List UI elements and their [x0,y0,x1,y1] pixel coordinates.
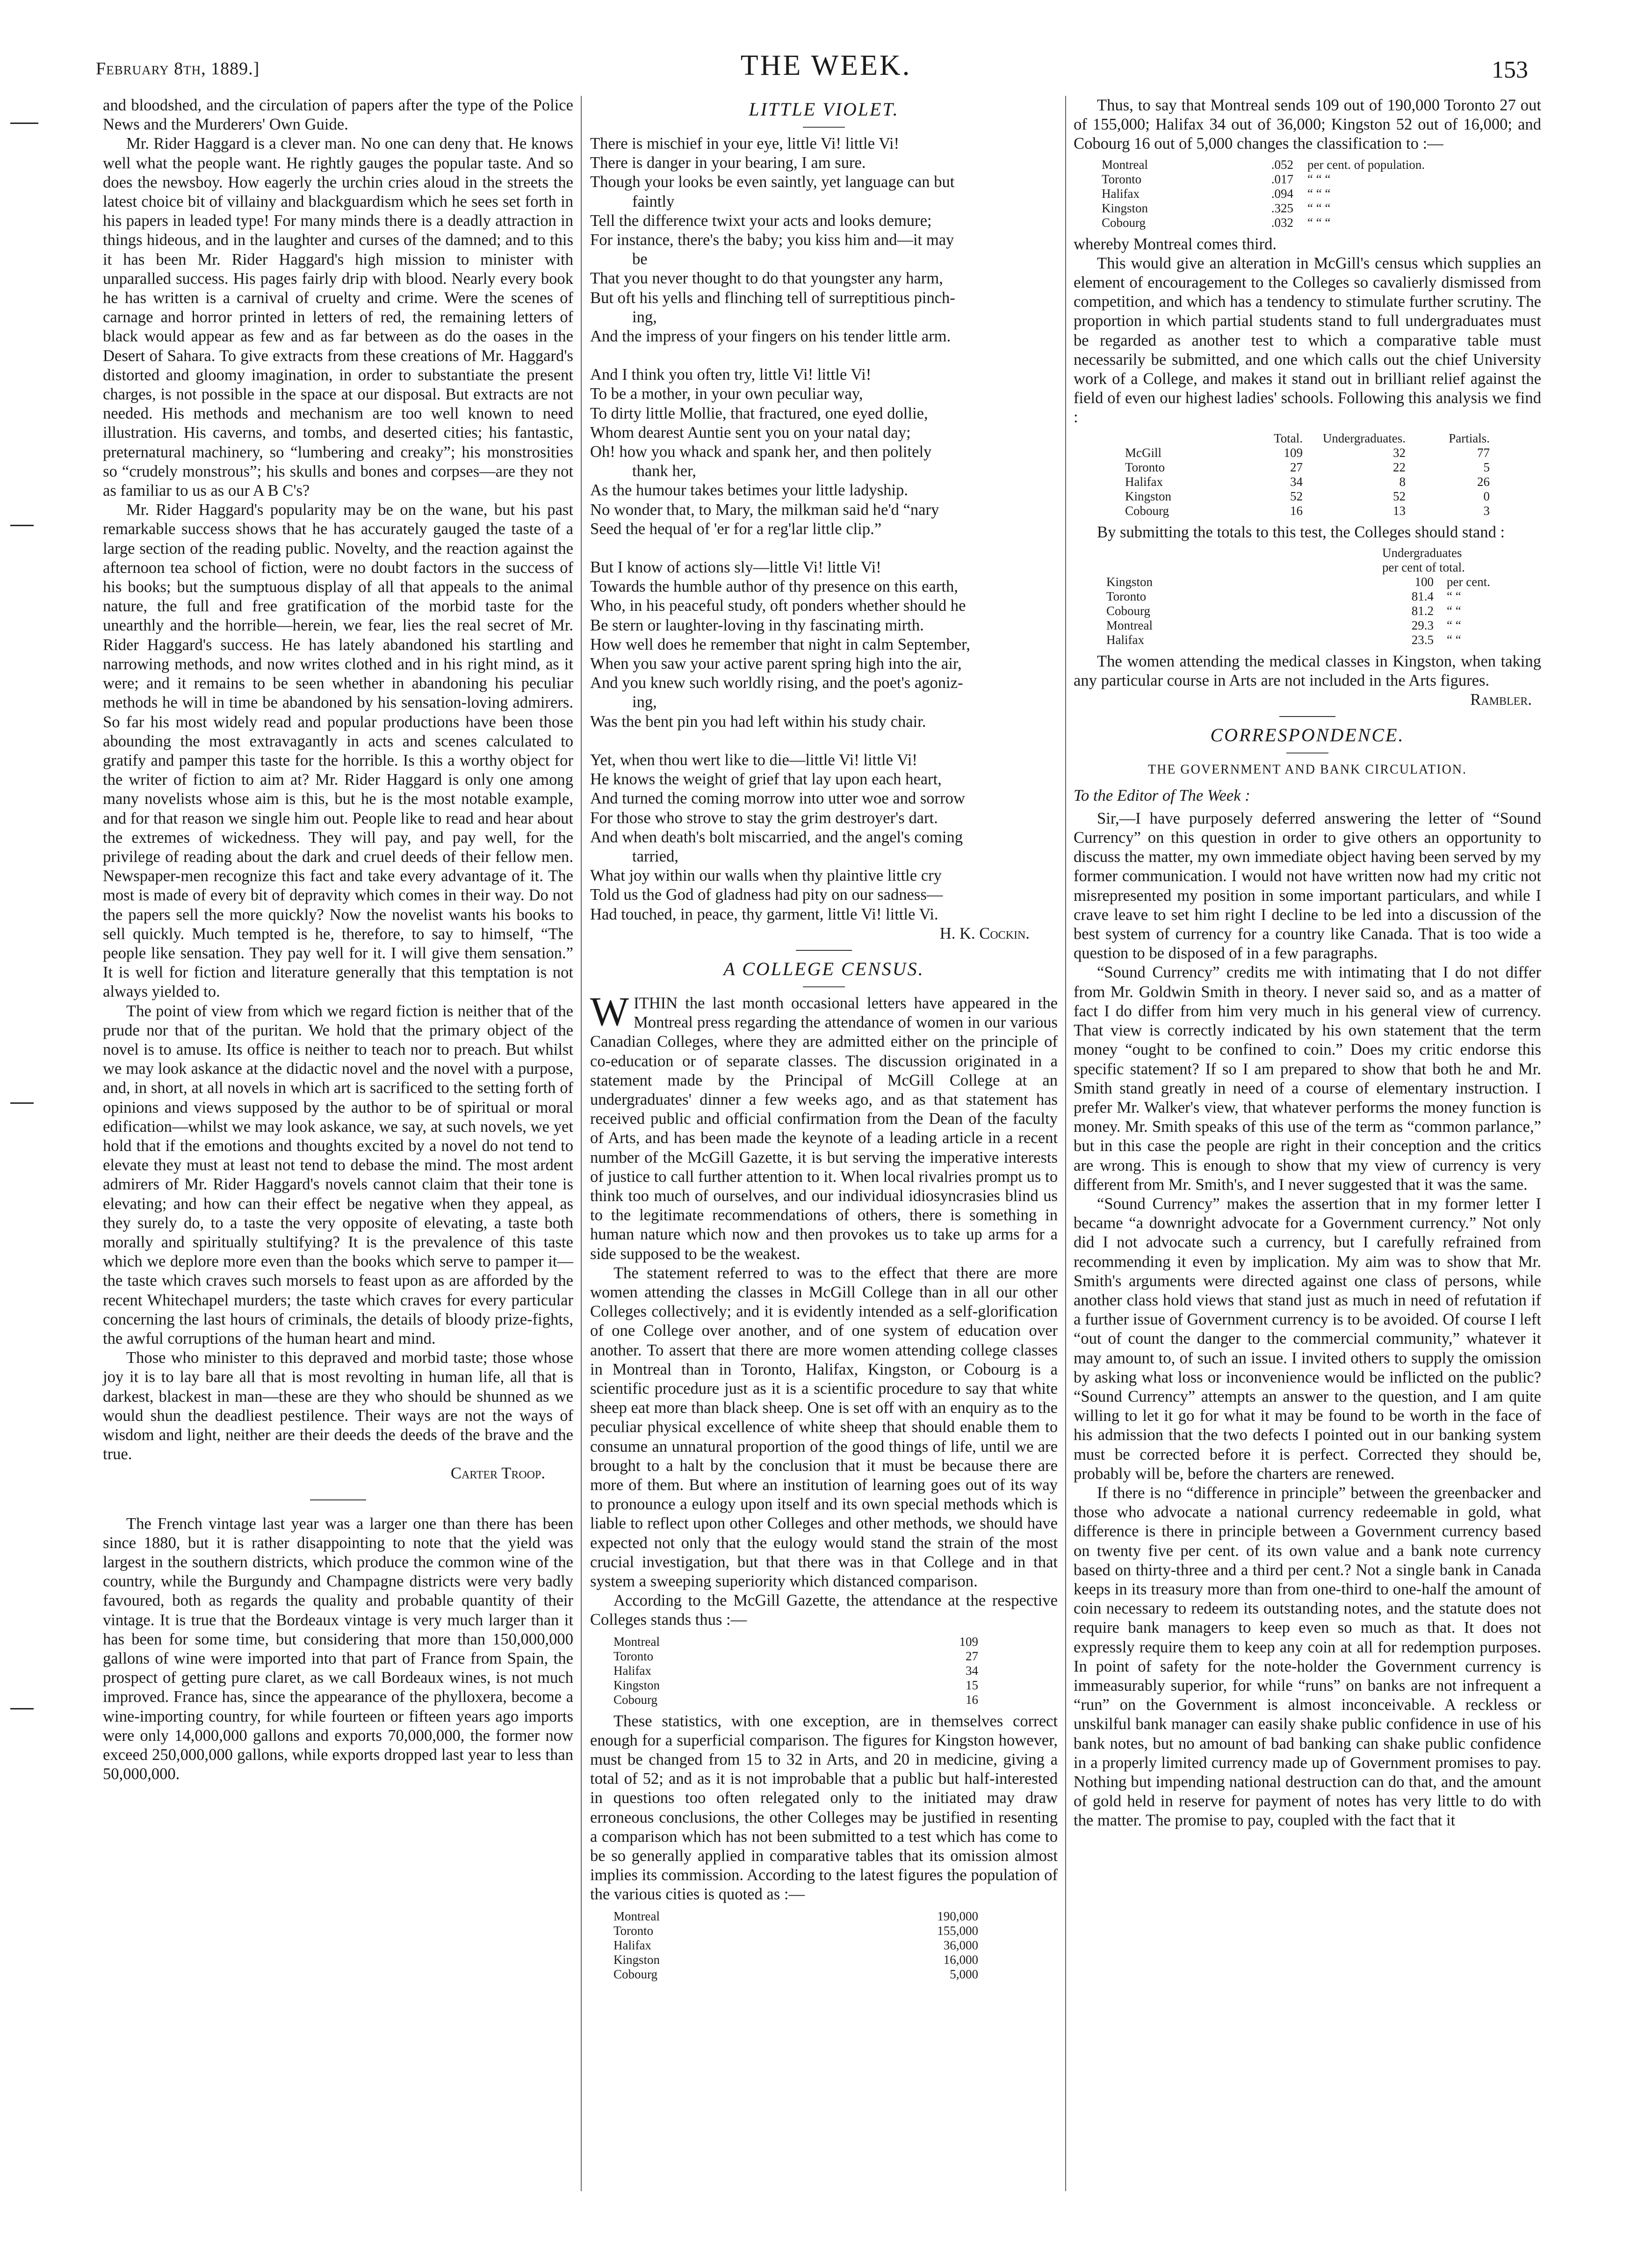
table-cell-value: 100 [1414,574,1434,589]
table-row [613,1635,1058,1649]
author-signature: Rambler. [1470,691,1532,709]
paragraph: If there is no “difference in principle” between the greenbacker and those who advocate a national currency redeemable in gold, what difference is there in principle between a Government currency based on twenty five per cent. of its own value and a bank note currency based on thirty-three and a third per cent.? Not a single bank in Canada keeps in its treasury more than from one-third to one-half the amount of coin necessary to redeem its outstanding notes, and the statute does not require bank managers to keep even so much as that. It does not expressly require them to keep any coin at all for redemption purposes. In point of safety for the note-holder the Government currency is immeasurably superior, for while “runs” on banks are not infrequent a “run” on the Government is almost inconceivable. A reckless or unskilful bank manager can easily shake public confidence in use of his bank notes, but no amount of bad banking can shake public confidence in a properly limited currency made up of Government promises to pay. Nothing but impending national destruction can do that, and the amount of gold held in reserve for payment of notes has very little to do with the matter. The promise to pay, coupled with the fact that it [1074,1484,1541,1830]
paragraph: Mr. Rider Haggard's popularity may be on the wane, but his past remarkable success shows that he has accurately gauged the taste of a large section of the reading public. Novelty, and the reaction against the afternoon tea school of fiction, were no doubt factors in the success of his books; but the sumptuous display of all that appeals to the animal nature, the full and free gratification of the morbid taste for the unearthly and the horrible—herein, we fear, lies the real secret of Mr. Rider Haggard's success. He has lately abandoned his startling and narrowing methods, and now writes clothed and in his right mind, as it were; and it remains to be seen whether in abandoning his peculiar methods he will in time be abandoned by his sensation-loving admirers. So far his most widely read and popular productions have been those abounding the most extravagantly in acts and scenes calculated to gratify and pamper this taste for the horrible. Is this a worthy object for the writer of fiction to aim at? Mr. Rider Haggard is only one among many novelists whose aim is this, but he is the most notable example, and for that reason we single him out. People like to read and hear about the extremes of wickedness. They will pay, and pay well, for the privilege of reading about the dark and cruel deeds of their fellow men. Newspaper-men recognize this fact and take every advantage of it. The most is made of every bit of depravity which comes in their way. Do not the papers sell the more quickly? Now the novelist wants his books to sell quickly. Much tempted is he, therefore, to say to himself, “The people like sensation. They pay well for it. I will give them sensation.” It is well for fiction and literature generally that this temptation is not always yielded to. [103,501,573,1001]
margin-mark [10,1708,34,1709]
table-header: Partials. [1449,431,1490,445]
author-signature: Carter Troop. [450,1464,545,1483]
poem-line: Who, in his peaceful study, oft ponders whether should he [590,597,966,615]
paragraph [590,989,1058,1264]
table-cell-name: Cobourg [1125,503,1169,518]
paragraph: and bloodshed, and the circulation of papers after the type of the Police News and the Murderers' Own Guide. [103,96,573,134]
paragraph: Thus, to say that Montreal sends 109 out of 190,000 Toronto 27 out of 155,000; Halifax 34 out of 36,000; Kingston 52 out of 16,000; and Cobourg 16 out of 5,000 changes the classification to :— [1074,96,1541,153]
table-cell-name: Halifax [1106,632,1144,647]
table-header: Undergraduates [1382,545,1462,560]
table-cell-unit: “ “ [1447,632,1461,647]
table-cell-value: 52 [1393,489,1406,503]
poem-line: There is danger in your bearing, I am sure. [590,154,866,172]
poem-line: As the humour takes betimes your little ladyship. [590,481,908,500]
paragraph: These statistics, with one exception, are in themselves correct enough for a superficial comparison. The figures for Kingston however, must be changed from 15 to 32 in Arts, and 20 in medicine, giving a total of 52; and as it is not improbable that a public but half-interested in questions too often relegated only to the initiated may draw erroneous conclusions, the other Colleges may be justified in resenting a comparison which has not been submitted to a test which has come to be so generally applied in comparative tables that its omission almost implies its commission. According to the latest figures the population of the various cities is quoted as :— [590,1712,1058,1904]
table-cell-value: 81.4 [1411,589,1434,603]
poem-line: There is mischief in your eye, little Vi! little Vi! [590,135,900,152]
paragraph: By submitting the totals to this test, the Colleges should stand : [1097,523,1505,541]
paragraph: Sir,—I have purposely deferred answering the letter of “Sound Currency” on this question in order to give others an opportunity to discuss the matter, my own immediate object having been served by my former communication. I would not have written now had my critic not misrepresented my position in some important particulars, and while I crave leave to set him right I decline to be led into a discussion of the best system of currency for a country like Canada. That is too wide a question to be disposed of in a few paragraphs. [1074,809,1541,963]
table-row [1102,187,1541,201]
poem-line: And I think you often try, little Vi! little Vi! [590,366,872,384]
table-header: Total. [1274,431,1303,445]
poem [590,134,1058,943]
paragraph: Those who minister to this depraved and morbid taste; those whose joy it is to lay bare all that is most revolting in human life, all that is darkest, blackest in man—these are they who should be shunned as we would shun the deadliest pestilence. Their ways are not the ways of wisdom and light, neither are their deeds the deeds of the brave and the true. [103,1349,573,1463]
table-row [1125,489,1541,504]
margin-mark [10,525,34,526]
table-row [613,1938,1058,1953]
page-number: 153 [1492,57,1528,83]
table-cell-unit: per cent. of population. [1307,157,1425,172]
table-cell-name: Kingston [613,1678,660,1692]
table-cell-value: 22 [1393,460,1406,474]
table-cell-value: .094 [1271,186,1293,201]
publication-title: THE WEEK. [740,50,912,81]
poem-line: To be a mother, in your own peculiar way, [590,385,863,403]
poem-line: Told us the God of gladness had pity on our sadness— [590,886,943,904]
table-cell-name: Halifax [1102,186,1140,201]
table-cell-name: Toronto [1125,460,1165,474]
table-cell-name: Toronto [1102,172,1142,186]
letter-subtitle: THE GOVERNMENT AND BANK CIRCULATION. [1147,762,1467,777]
table-cell-value: 32 [1393,445,1406,460]
page-header [0,44,1652,91]
table-cell-value: 23.5 [1411,632,1434,647]
margin-mark [10,1102,34,1104]
table-cell-unit: per cent. [1447,574,1490,589]
poem-line: That you never thought to do that youngster any harm, [590,269,943,288]
poem-line: But oft his yells and flinching tell of surreptitious pinch- [590,289,955,307]
table-cell-value: 155,000 [937,1923,978,1938]
poem-line: Whom dearest Auntie sent you on your natal day; [590,423,911,442]
table-cell-value: 5 [1483,460,1490,474]
poem-line: For those who strove to stay the grim destroyer's dart. [590,809,938,827]
table-cell-value: 109 [959,1634,978,1649]
column-right [1074,96,1541,1831]
table-cell-value: 190,000 [937,1909,978,1923]
poem-line: Oh! how you whack and spank her, and then politely [590,443,932,461]
table-cell-name: Montreal [613,1634,660,1649]
paragraph: “Sound Currency” makes the assertion that in my former letter I became “a downright advocate for a Government currency.” Not only did I not advocate such a currency, but I carefully refrained from recommending it even by implication. My aim was to show that Mr. Smith's arguments were directed against one class of persons, while another class hold views that stand just as much in need of refutation if a further issue of Government currency is to be avoided. Of course I left “out of count the danger to the commercial community,” whatever it may amount to, of such an issue. I invited others to supply the omission by asking what loss or inconvenience would be inflicted on the public? “Sound Currency” attempts an answer to the question, and I am quite willing to let it go for what it may be found to be worth in the face of his admission that the two defects I pointed out in our banking system must be corrected before it is perfect. Corrected they should be, probably will be, before the charters are renewed. [1074,1195,1541,1483]
poem-line: And the impress of your fingers on his tender little arm. [590,327,951,346]
paragraph: According to the McGill Gazette, the attendance at the respective Colleges stands thus :— [590,1592,1058,1629]
table-cell-unit: “ “ “ [1307,215,1331,230]
section-divider [1279,716,1335,717]
poem-line: Tell the difference twixt your acts and looks demure; [590,211,932,230]
table-header: Undergraduates. [1322,431,1406,445]
table-cell-name: Montreal [1102,157,1148,172]
poem-line: For instance, there's the baby; you kiss him and—it may [590,231,954,249]
table-cell-value: 34 [966,1663,978,1678]
table-header: per cent of total. [1382,560,1465,574]
poem-line: Had touched, in peace, thy garment, little Vi! little Vi. [590,905,938,923]
partials-table [1125,431,1541,518]
table-row [613,1664,1058,1678]
table-cell-value: 26 [1477,474,1490,489]
table-cell-value: 13 [1393,503,1406,518]
poem-stanza [590,365,1058,539]
table-cell-value: 16,000 [943,1952,978,1967]
table-cell-name: Halifax [613,1663,651,1678]
poem-line: He knows the weight of grief that lay upon each heart, [590,770,942,789]
table-header-blank [1106,560,1382,575]
paragraph: “Sound Currency” credits me with intimating that I do not differ from Mr. Goldwin Smith in theory. I never said so, and as a matter of fact I do differ from him very much in his general view of currency. That view is correctly indicated by his own statement that the term money “ought to be confined to coin.” Does my critic endorse this specific statement? If so I am prepared to show that both he and Mr. Smith stand greatly in need of a course of elementary instruction. I prefer Mr. Walker's view, that whatever performs the money function is money. Mr. Smith speaks of this use of the term as “common parlance,” but in this case the people are right in their conception and the critics are wrong. This is enough to show that my view of currency is very different from Mr. Smith's, and I never suggested that it was the same. [1074,963,1541,1194]
table-cell-value: 109 [1284,445,1303,460]
poem-line: How well does he remember that night in calm September, [590,635,970,653]
section-title: CORRESPONDENCE. [1210,724,1405,746]
table-cell-name: Toronto [613,1923,654,1938]
poem-line: ing, [632,693,657,711]
table-cell-value: 8 [1399,474,1406,489]
title-rule [803,986,845,987]
table-row [613,1967,1058,1982]
table-cell-name: Cobourg [613,1967,658,1981]
article-title: A COLLEGE CENSUS. [723,958,924,979]
table-row [1106,633,1541,647]
table-cell-name: Cobourg [613,1692,658,1707]
table-row [1102,216,1541,230]
table-cell-name: Toronto [613,1649,654,1663]
table-cell-name: Halifax [1125,474,1163,489]
poem-line: And when death's bolt miscarried, and the angel's coming [590,828,963,846]
population-percent-table [1102,158,1541,230]
poem-line: Was the bent pin you had left within his study chair. [590,712,926,731]
table-header-row [1125,431,1541,446]
table-cell-value: 3 [1483,503,1490,518]
paragraph: Mr. Rider Haggard is a clever man. No one can deny that. He knows well what the people want. He rightly gauges the popular taste. And so does the newsboy. How eagerly the urchin cries aloud in the streets the latest choice bit of villainy and blackguardism which he sees set forth in his papers in leaded type! For many minds there is a deadly attraction in things hideous, and in the laughter and curses of the damned; and to this it has been Mr. Rider Haggard's high mission to minister with unparalled success. His pages fairly drip with blood. Nearly every book he has written is a carnival of cruelty and crime. Were the scenes of carnage and horror printed in letters of red, the remaining letters of black would appear as few and as far between as do the oases in the Desert of Sahara. To give extracts from these creations of Mr. Haggard's distorted and gloomy imagination, in order to substantiate the present charges, is not possible in the space at our disposal. But extracts are not needed. His methods and mechanism are too well known to need illustration. His caverns, and tombs, and deserted cities; his fantastic, preternatural machinery, so “lumbering and creaky”; his monstrosities so “crudely monstrous”; his skulls and bones and corpses—are they not as familiar to us as our A B C's? [103,135,573,500]
table-cell-value: 15 [966,1678,978,1692]
table-row [613,1693,1058,1707]
undergraduate-percent-table [1106,546,1541,647]
table-row [1125,460,1541,475]
poem-stanza [590,751,1058,924]
issue-date: February 8th, 1889.] [96,59,260,79]
column-left [103,96,573,1784]
table-row [1102,201,1541,216]
table-header-blank [1125,431,1247,446]
drop-cap: W [590,989,629,1035]
table-cell-value: 52 [1290,489,1303,503]
table-row [613,1924,1058,1938]
poem-line: What joy within our walls when thy plaintive little cry [590,867,942,885]
poem-line: Yet, when thou wert like to die—little Vi! little Vi! [590,751,917,769]
table-row [1125,504,1541,518]
table-cell-name: Cobourg [1102,215,1146,230]
poem-line: Seed the hequal of 'er for a reg'lar little clip.” [590,520,882,538]
paragraph: The women attending the medical classes in Kingston, when taking any particular course in Arts are not included in the Arts figures. [1074,652,1541,690]
poem-line: tarried, [632,847,678,865]
table-cell-value: 34 [1290,474,1303,489]
table-cell-unit: “ “ “ [1307,201,1331,215]
attendance-table [613,1635,1058,1707]
table-row [613,1649,1058,1664]
poem-line: Though your looks be even saintly, yet language can but [590,173,955,191]
table-cell-name: Kingston [1125,489,1172,503]
table-cell-value: .032 [1271,215,1293,230]
paragraph: The statement referred to was to the effect that there are more women attending the classes in McGill College than in all our other Colleges collectively; and it is evidently intended as a self-glorification of one College over another, and of one system of education over another. To assert that there are more women attending college classes in Montreal than in Toronto, Halifax, Kingston, or Cobourg is a scientific procedure just as it is a scientific procedure to say that white sheep eat more than black sheep. One is set off with an enquiry as to the peculiar physical excellence of white sheep that should enable them to consume an unnatural proportion of the good things of life, until we are brought to a halt by the conclusion that it must be because there are more of them. But where an institution of learning goes out of its way to pronounce a eulogy upon itself and its own special methods which is liable to reflect upon other Colleges and other methods, we should have expected not only that the eulogy would stand the strain of the most crucial investigation, but that there was in that College and in that system a sweeping superiority which distanced comparison. [590,1264,1058,1591]
poem-author: H. K. Cockin. [939,924,1030,942]
table-cell-value: .052 [1271,157,1293,172]
table-row [1102,158,1541,172]
table-row [1106,618,1541,633]
poem-line: be [632,250,648,268]
table-cell-name: Kingston [1106,574,1153,589]
column-middle [590,96,1058,1986]
table-row [1106,575,1541,589]
poem-line: And you knew such worldly rising, and the poet's agoniz- [590,674,963,692]
table-row [1125,475,1541,489]
title-rule [803,127,845,128]
table-cell-name: Cobourg [1106,603,1151,618]
table-cell-value: 16 [966,1692,978,1707]
table-cell-value: .325 [1271,201,1293,215]
table-cell-value: 29.3 [1411,618,1434,632]
poem-line: thank her, [632,462,696,480]
column-rule [1065,96,1066,2191]
table-row [613,1953,1058,1967]
table-row [613,1909,1058,1924]
table-cell-name: Kingston [613,1952,660,1967]
table-cell-name: Montreal [1106,618,1153,632]
poem-line: But I know of actions sly—little Vi! little Vi! [590,558,881,577]
table-row [613,1678,1058,1693]
poem-line: No wonder that, to Mary, the milkman said he'd “nary [590,500,939,519]
table-cell-name: Kingston [1102,201,1148,215]
table-cell-value: 0 [1483,489,1490,503]
table-cell-value: 36,000 [943,1938,978,1952]
poem-line: And turned the coming morrow into utter woe and sorrow [590,789,965,808]
paragraph: This would give an alteration in McGill's census which supplies an element of encouragement to the Colleges so cavalierly dismissed from competition, and which has a tendency to stimulate further scrutiny. The proportion in which partial students stand to full undergraduates must be regarded as another test to which a comparative table must necessarily be submitted, and one which calls out the chief University work of a College, and makes it stand out in brilliant relief against the field of even our highest ladies' schools. Following this analysis we find : [1074,254,1541,427]
population-table [613,1909,1058,1982]
table-cell-value: 16 [1290,503,1303,518]
poem-title: LITTLE VIOLET. [749,99,899,120]
table-row [1102,172,1541,187]
poem-line: Be stern or laughter-loving in thy fascinating mirth. [590,616,924,634]
table-cell-value: 5,000 [950,1967,978,1981]
table-cell-value: 27 [1290,460,1303,474]
table-header-row [1106,546,1541,560]
table-cell-unit: “ “ [1447,618,1461,632]
margin-mark [10,123,38,124]
table-row [1125,446,1541,460]
table-header-row [1106,560,1541,575]
column-rule [581,96,582,2191]
section-divider [310,1499,366,1500]
table-cell-value: 27 [966,1649,978,1663]
table-cell-unit: “ “ [1447,589,1461,603]
table-cell-value: .017 [1271,172,1293,186]
table-header-blank [1106,546,1382,560]
table-cell-name: Halifax [613,1938,651,1952]
table-cell-unit: “ “ [1447,603,1461,618]
section-divider [796,950,852,951]
poem-stanza [590,558,1058,731]
table-cell-name: McGill [1125,445,1161,460]
table-cell-unit: “ “ “ [1307,186,1331,201]
table-row [1106,604,1541,618]
poem-line: ing, [632,308,657,326]
poem-stanza [590,134,1058,346]
paragraph-text: ITHIN the last month occasional letters have appeared in the Montreal press regarding the attendance of women in our various Canadian Colleges, where they are admitted either on the principle of co-education or of separate classes. The discussion originated in a statement made by the Principal of McGill College at an undergraduates' dinner a few weeks ago, and as that statement has received public and official confirmation from the Dean of the faculty of Arts, and has been made the keynote of a leading article in a recent number of the McGill Gazette, it is but serving the imperative interests of justice to call further attention to it. When local rivalries prompt us to think too much of ourselves, and our individual idiosyncrasies blind us to the legitimate recommendations of others, there is something in human nature which now and then provokes us to take up arms for a side supposed to be the weakest. [590,994,1058,1263]
poem-line: To dirty little Mollie, that fractured, one eyed dollie, [590,404,928,422]
poem-line: Towards the humble author of thy presence on this earth, [590,578,958,596]
paragraph: whereby Montreal comes third. [1074,235,1277,253]
table-cell-value: 81.2 [1411,603,1434,618]
table-row [1106,589,1541,604]
paragraph: The point of view from which we regard fiction is neither that of the prude nor that of the puritan. We hold that the primary object of the novel is to amuse. Its office is neither to teach nor to preach. But whilst we may look askance at the didactic novel and the novel with a purpose, and, in short, at all novels in which art is sacrificed to the setting forth of opinions and views supposed by the author to be of spiritual or moral edification—whilst we may look askance, we say, at such novels, we yet hold that if the emotions and thoughts excited by a novel do not tend to elevate they must at least not tend to debase the mind. The most ardent admirers of Mr. Rider Haggard's novels cannot claim that their tone is elevating; and how can their effect be negative when they appeal, as they surely do, to a taste the very opposite of elevating, a taste both morally and spiritually stultifying? It is the prevalence of this taste which we deplore more even than the books which serve to pamper it—the taste which craves such morsels to feast upon as are afforded by the recent Whitechapel murders; the taste which craves for every particular concerning the last hours of criminals, the details of bloody prize-fights, the awful corruptions of the human heart and mind. [103,1002,573,1347]
poem-line: When you saw your active parent spring high into the air, [590,655,962,673]
letter-salutation: To the Editor of The Week : [1074,786,1250,804]
paragraph: The French vintage last year was a larger one than there has been since 1880, but it is rather disappointing to note that the yield was largest in the southern districts, which produce the common wine of the country, while the Burgundy and Champagne districts were very badly favoured, both as regards the quality and probable quantity of their vintage. It is true that the Bordeaux vintage is very much larger than it has been for some time, but considering that more than 150,000,000 gallons of wine were imported into that part of France from Spain, the prospect of getting pure claret, as we call Bordeaux wines, is not much improved. France has, since the appearance of the phylloxera, become a wine-importing country, for while fourteen or fifteen years ago imports were only 14,000,000 gallons and exports 70,000,000, the former now exceed 250,000,000 gallons, while exports dropped last year to less than 50,000,000. [103,1514,573,1783]
table-cell-value: 77 [1477,445,1490,460]
table-cell-unit: “ “ “ [1307,172,1331,186]
table-cell-name: Toronto [1106,589,1147,603]
poem-line: faintly [632,192,675,210]
table-cell-name: Montreal [613,1909,660,1923]
